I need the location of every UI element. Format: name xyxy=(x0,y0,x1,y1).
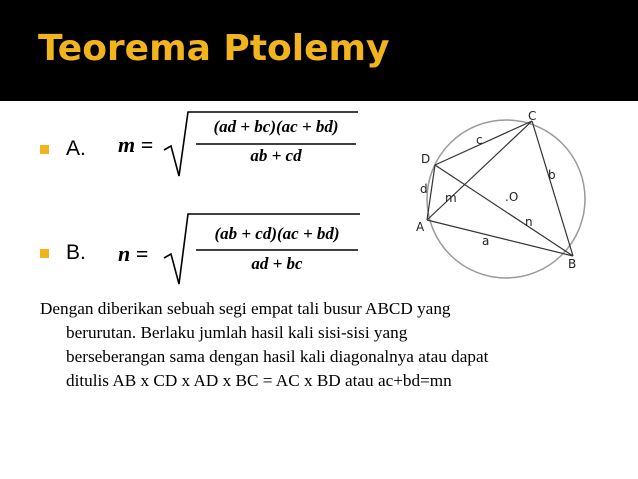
side-b xyxy=(532,121,573,256)
side-a xyxy=(427,220,573,256)
bullet-marker-a xyxy=(40,145,49,154)
cyclic-quadrilateral-diagram xyxy=(415,105,615,280)
formula-n-numerator: (ab + cd)(ac + bd) xyxy=(214,224,340,243)
point-d-label: D xyxy=(421,152,431,166)
diagonal-n-label: n xyxy=(525,215,533,229)
point-a-label: A xyxy=(416,220,425,234)
slide-title: Teorema Ptolemy xyxy=(38,28,390,69)
bullet-label-b: B. xyxy=(66,241,86,264)
formula-n-lhs: n = xyxy=(118,241,149,266)
paragraph-line: berseberangan sama dengan hasil kali diagonalnya atau dapat xyxy=(66,347,489,366)
side-a-label: a xyxy=(482,234,490,248)
slide-header xyxy=(0,0,638,101)
bullet-label-a: A. xyxy=(66,137,86,160)
formula-m-denominator: ab + cd xyxy=(250,146,302,165)
point-b-label: B xyxy=(568,257,577,271)
paragraph-line: ditulis AB x CD x AD x BC = AC x BD atau ac+bd=mn xyxy=(66,371,452,390)
formula-m xyxy=(118,110,368,180)
paragraph-line: berurutan. Berlaku jumlah hasil kali sisi-sisi yang xyxy=(66,323,408,342)
formula-m-numerator: (ad + bc)(ac + bd) xyxy=(213,117,339,136)
side-c-label: c xyxy=(476,133,483,147)
point-c-label: C xyxy=(528,109,537,123)
side-d-label: d xyxy=(420,182,428,196)
side-b-label: b xyxy=(548,168,556,182)
diagonal-m-label: m xyxy=(445,191,457,205)
formula-m-lhs: m = xyxy=(118,132,154,157)
paragraph-line: Dengan diberikan sebuah segi empat tali busur ABCD yang xyxy=(40,299,451,318)
center-o-label: .O xyxy=(505,190,519,204)
formula-n-denominator: ad + bc xyxy=(251,254,303,273)
formula-n xyxy=(118,212,368,287)
bullet-marker-b xyxy=(40,249,49,258)
